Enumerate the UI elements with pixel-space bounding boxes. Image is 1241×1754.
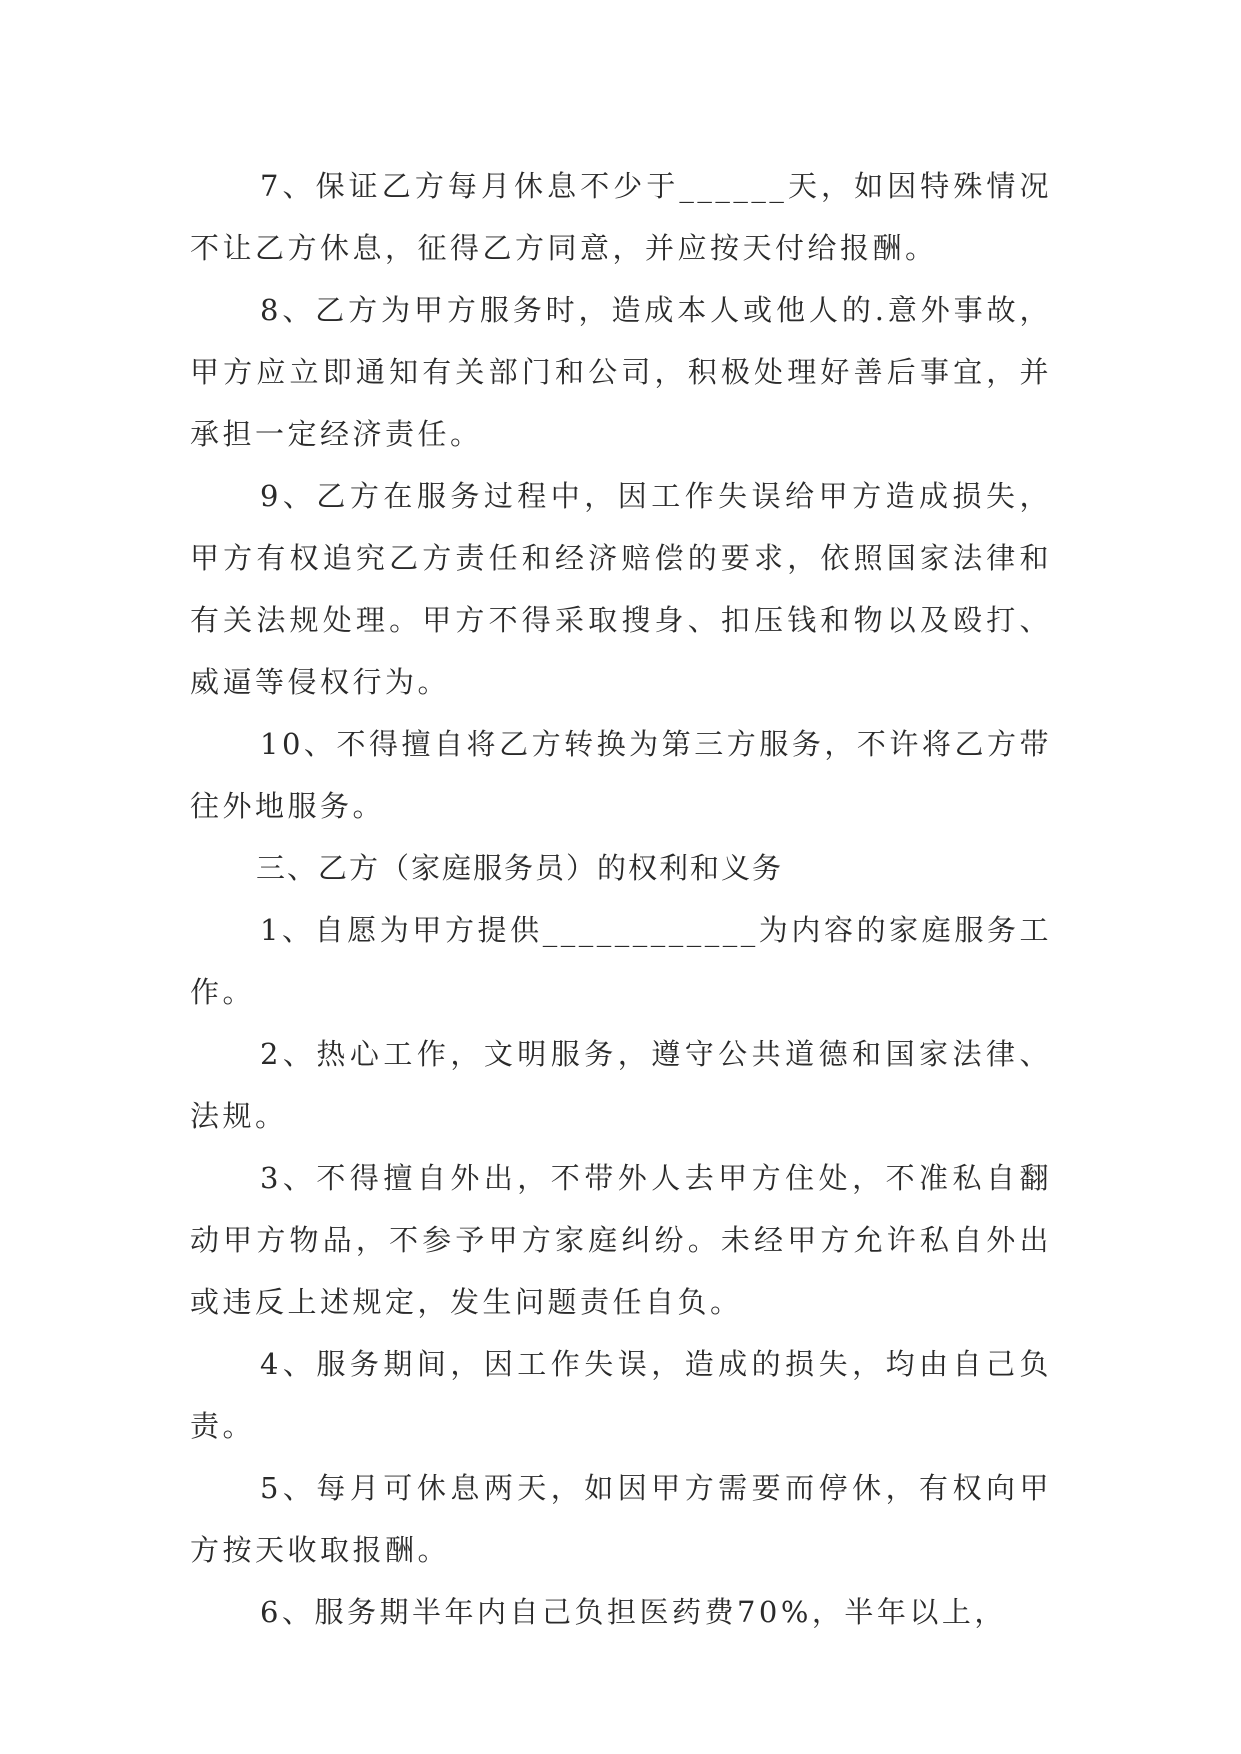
clause-9-paragraph: 9、乙方在服务过程中，因工作失误给甲方造成损失，甲方有权追究乙方责任和经济赔偿的要求，依照国家法律和有关法规处理。甲方不得采取搜身、扣压钱和物以及殴打、威逼等侵权行为。 xyxy=(190,479,1052,699)
clause-8-paragraph: 8、乙方为甲方服务时，造成本人或他人的.意外事故，甲方应立即通知有关部门和公司，积极处理好善后事宜，并承担一定经济责任。 xyxy=(190,293,1052,451)
party-b-clause-1-paragraph: 1、自愿为甲方提供____________为内容的家庭服务工作。 xyxy=(190,913,1052,1009)
section-three-heading: 三、乙方（家庭服务员）的权利和义务 xyxy=(256,851,784,885)
document-page xyxy=(190,155,1052,1643)
party-b-clause-3-paragraph: 3、不得擅自外出，不带外人去甲方住处，不准私自翻动甲方物品，不参予甲方家庭纠纷。未经甲方允许私自外出或违反上述规定，发生问题责任自负。 xyxy=(190,1161,1052,1319)
party-b-clause-4-paragraph: 4、服务期间，因工作失误，造成的损失，均由自己负责。 xyxy=(190,1347,1052,1443)
clause-10-paragraph: 10、不得擅自将乙方转换为第三方服务，不许将乙方带往外地服务。 xyxy=(190,727,1052,823)
party-b-clause-6-paragraph: 6、服务期半年内自己负担医药费70%，半年以上， xyxy=(260,1595,1007,1629)
party-b-clause-5-paragraph: 5、每月可休息两天，如因甲方需要而停休，有权向甲方按天收取报酬。 xyxy=(190,1471,1052,1567)
clause-7-paragraph: 7、保证乙方每月休息不少于______天，如因特殊情况不让乙方休息，征得乙方同意，并应按天付给报酬。 xyxy=(190,169,1052,265)
party-b-clause-2-paragraph: 2、热心工作，文明服务，遵守公共道德和国家法律、法规。 xyxy=(190,1037,1052,1133)
